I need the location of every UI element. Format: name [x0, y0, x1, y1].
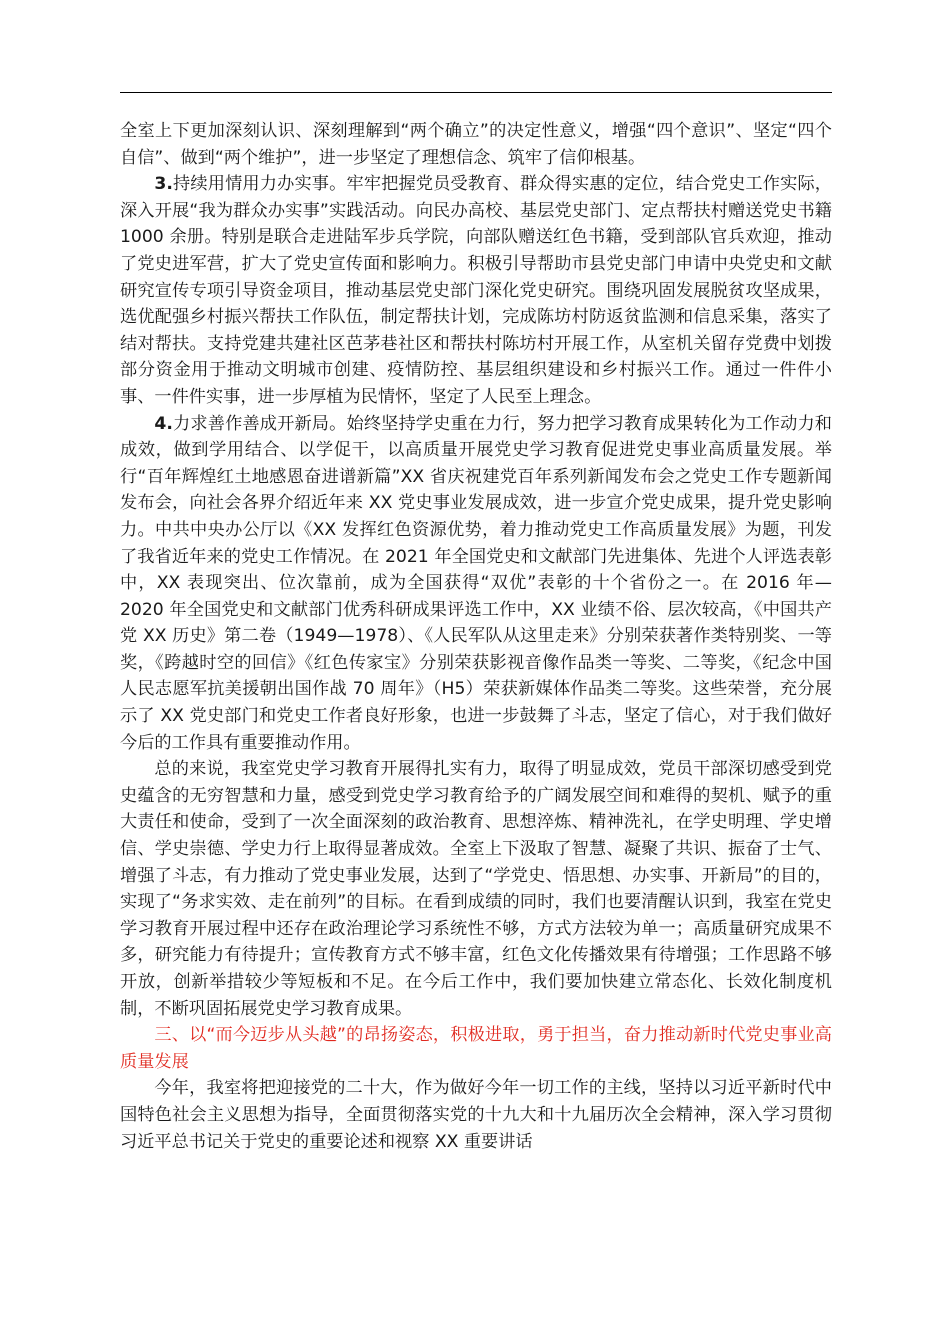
- document-body: [120, 118, 832, 1155]
- paragraph-continuation: 全室上下更加深刻认识、深刻理解到“两个确立”的决定性意义，增强“四个意识”、坚定“四个自信”、做到“两个维护”，进一步坚定了理想信念、筑牢了信仰根基。: [120, 121, 832, 168]
- header-rule: [120, 92, 832, 93]
- item-number: 3.: [154, 174, 173, 195]
- paragraph-item-3: [120, 171, 832, 410]
- paragraph-summary: 总的来说，我室党史学习教育开展得扎实有力，取得了明显成效，党员干部深切感受到党史蕴含的无穷智慧和力量，感受到党史学习教育给予的广阔发展空间和难得的契机、赋予的重大责任和使命，受到了一次全面深刻的政治教育、思想淬炼、精神洗礼，在学史明理、学史增信、学史崇德、学史力行上取得显著成效。全室上下汲取了智慧、凝聚了共识、振奋了士气、增强了斗志，有力推动了党史事业发展，达到了“学党史、悟思想、办实事、开新局”的目的，实现了“务求实效、走在前列”的目标。在看到成绩的同时，我们也要清醒认识到，我室在党史学习教育开展过程中还存在政治理论学习系统性不够，方式方法较为单一；高质量研究成果不多，研究能力有待提升；宣传教育方式不够丰富，红色文化传播效果有待增强；工作思路不够开放，创新举措较少等短板和不足。在今后工作中，我们要加快建立常态化、长效化制度机制，不断巩固拓展党史学习教育成果。: [120, 759, 832, 1019]
- paragraph-item-4: [120, 411, 832, 757]
- item-number: 4.: [154, 413, 173, 434]
- item-text: 力求善作善成开新局。始终坚持学史重在力行，努力把学习教育成果转化为工作动力和成效，做到学用结合、以学促干，以高质量开展党史学习教育促进党史事业高质量发展。举行“百年辉煌红土地感恩奋进谱新篇”XX 省庆祝建党百年系列新闻发布会之党史工作专题新闻发布会，向社会各界介绍近年来 XX 党史事业发展成效，进一步宣介党史成果，提升党史影响力。中共中央办公厅以《XX 发挥红色资源优势，着力推动党史工作高质量发展》为题，刊发了我省近年来的党史工作情况。在 2021 年全国党史和文献部门先进集体、先进个人评选表彰中，XX 表现突出、位次靠前，成为全国获得“双优”表彰的十个省份之一。在 2016 年—2020 年全国党史和文献部门优秀科研成果评选工作中，XX 业绩不俗、层次较高，《中国共产党 XX 历史》第二卷（1949—1978）、《人民军队从这里走来》分别荣获著作类特别奖、一等奖，《跨越时空的回信》《红色传家宝》分别荣获影视音像作品类一等奖、二等奖，《纪念中国人民志愿军抗美援朝出国作战 70 周年》（H5）荣获新媒体作品类二等奖。这些荣誉，充分展示了 XX 党史部门和党史工作者良好形象，也进一步鼓舞了斗志，坚定了信心，对于我们做好今后的工作具有重要推动作用。: [120, 413, 832, 753]
- paragraph-plan: 今年，我室将把迎接党的二十大，作为做好今年一切工作的主线，坚持以习近平新时代中国特色社会主义思想为指导，全面贯彻落实党的十九大和十九届历次全会精神，深入学习贯彻习近平总书记关于党史的重要论述和视察 XX 重要讲话: [120, 1078, 832, 1152]
- section-heading-3: 三、以“而今迈步从头越”的昂扬姿态，积极进取，勇于担当，奋力推动新时代党史事业高质量发展: [120, 1025, 832, 1072]
- item-text: 持续用情用力办实事。牢牢把握党员受教育、群众得实惠的定位，结合党史工作实际，深入开展“我为群众办实事”实践活动。向民办高校、基层党史部门、定点帮扶村赠送党史书籍 1000 余册。特别是联合走进陆军步兵学院，向部队赠送红色书籍，受到部队官兵欢迎，推动了党史进军营，扩大了党史宣传面和影响力。积极引导帮助市县党史部门申请中央党史和文献研究宣传专项引导资金项目，推动基层党史部门深化党史研究。围绕巩固发展脱贫攻坚成果，选优配强乡村振兴帮扶工作队伍，制定帮扶计划，完成陈坊村防返贫监测和信息采集，落实了结对帮扶。支持党建共建社区芭茅巷社区和帮扶村陈坊村开展工作，从室机关留存党费中划拨部分资金用于推动文明城市创建、疫情防控、基层组织建设和乡村振兴工作。通过一件件小事、一件件实事，进一步厚植为民情怀，坚定了人民至上理念。: [120, 174, 832, 407]
